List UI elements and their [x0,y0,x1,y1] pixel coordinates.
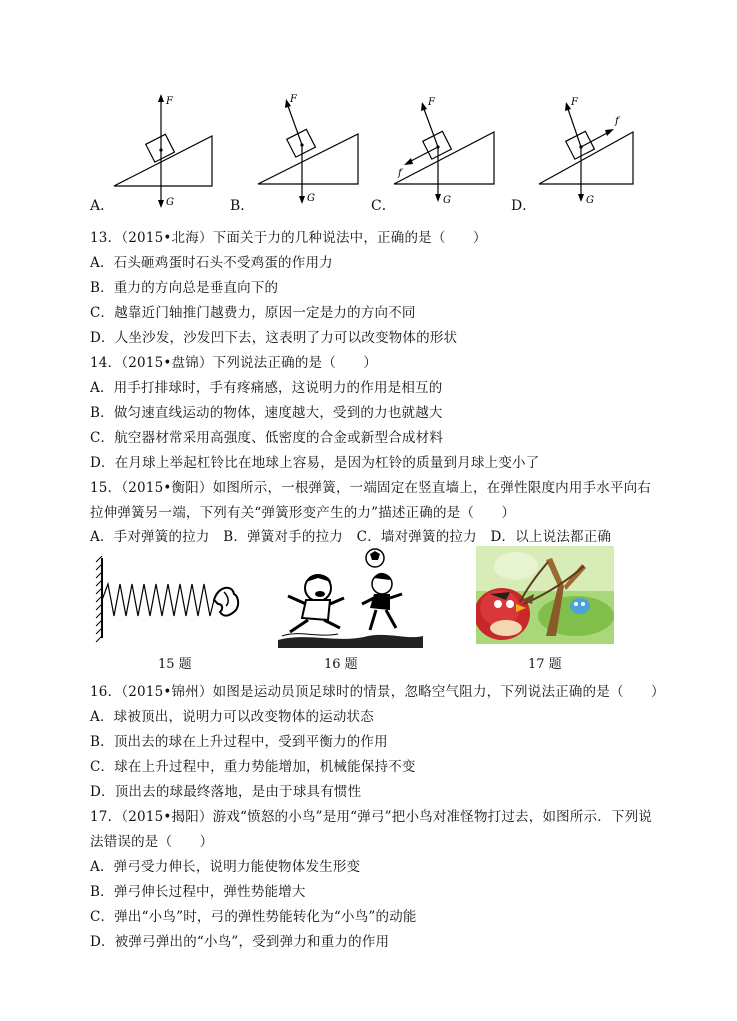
q16-option-a: A．球被顶出，说明力可以改变物体的运动状态 [90,709,374,725]
q13-option-c: C．越靠近门轴推门越费力，原因一定是力的方向不同 [90,305,416,321]
q17-option-a: A．弹弓受力伸长，说明力能使物体发生形变 [90,859,361,875]
q14-stem: 14．（2015•盘锦）下列说法正确的是（ ） [90,355,378,371]
spring-figure [94,556,244,646]
q16-option-d: D．顶出去的球最终落地，是由于球具有惯性 [90,784,362,800]
q17-stem-line1: 17．（2015•揭阳）游戏“愤怒的小鸟”是用“弹弓”把小鸟对准怪物打过去，如图所示．下列说 [90,809,653,825]
q15-options: A．手对弹簧的拉力 B．弹簧对手的拉力 C．墙对弹簧的拉力 D．以上说法都正确 [90,529,612,545]
q17-option-b: B．弹弓伸长过程中，弹性势能增大 [90,884,306,900]
incline-figure-c [392,92,502,217]
q15-stem-line2: 拉伸弹簧另一端，下列有关“弹簧形变产生的力”描述正确的是（ ） [90,505,516,521]
q17-option-d: D．被弹弓弹出的“小鸟”，受到弹力和重力的作用 [90,934,390,950]
q14-option-d: D．在月球上举起杠铃比在地球上容易，是因为杠铃的质量到月球上变小了 [90,455,540,471]
q16-stem: 16．（2015•锦州）如图是运动员顶足球时的情景，忽略空气阻力，下列说法正确的是（ ） [90,684,665,700]
gravity-label: G [586,195,594,206]
q14-option-b: B．做匀速直线运动的物体，速度越大，受到的力也就越大 [90,405,443,421]
force-label: F [571,97,578,108]
friction-label: f [398,168,402,179]
header-soccer-figure [278,548,423,648]
figure-15-caption: 15 题 [158,657,192,672]
q13-option-b: B．重力的方向总是垂直向下的 [90,280,279,296]
gravity-label: G [307,193,315,204]
incline-figure-a [110,90,220,215]
q17-option-c: C．弹出“小鸟”时，弓的弹性势能转化为“小鸟”的动能 [90,909,417,925]
force-label: F [428,97,435,108]
incline-figure-d [535,92,645,217]
q13-stem: 13．（2015•北海）下面关于力的几种说法中，正确的是（ ） [90,230,487,246]
option-a-label: A． [90,198,115,214]
figure-17-caption: 17 题 [528,657,562,672]
force-label: F [166,96,173,107]
q14-option-a: A．用手打排球时，手有疼痛感，这说明力的作用是相互的 [90,380,443,396]
q16-option-b: B．顶出去的球在上升过程中，受到平衡力的作用 [90,734,388,750]
q16-option-c: C．球在上升过程中，重力势能增加，机械能保持不变 [90,759,416,775]
q13-option-a: A．石头砸鸡蛋时石头不受鸡蛋的作用力 [90,255,333,271]
friction-label: f [615,116,619,127]
incline-figure-b [250,90,360,215]
q17-stem-line2: 法错误的是（ ） [90,834,214,850]
option-d-label: D． [511,198,537,214]
q15-stem-line1: 15．（2015•衡阳）如图所示，一根弹簧，一端固定在竖直墙上，在弹性限度内用手水平向右 [90,480,652,496]
angry-birds-slingshot-figure [476,546,614,644]
force-label: F [290,94,297,105]
gravity-label: G [166,197,174,208]
q14-option-c: C．航空器材常采用高强度、低密度的合金或新型合成材料 [90,430,444,446]
figure-16-caption: 16 题 [324,657,358,672]
q13-option-d: D．人坐沙发，沙发凹下去，这表明了力可以改变物体的形状 [90,330,458,346]
option-b-label: B． [230,198,255,214]
option-c-label: C． [371,198,396,214]
gravity-label: G [443,195,451,206]
